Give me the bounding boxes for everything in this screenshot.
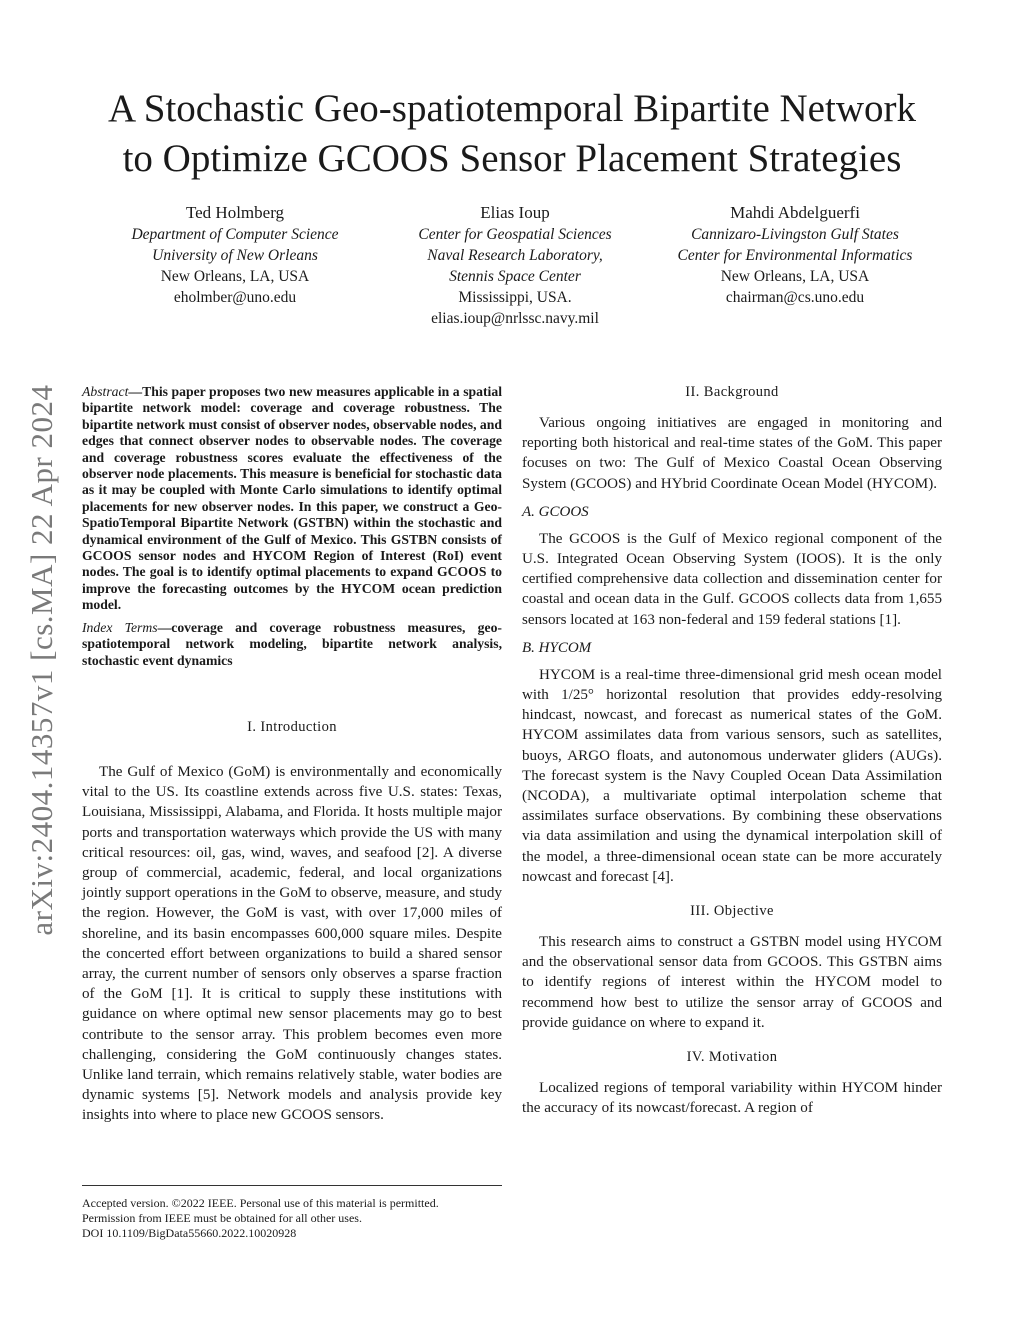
introduction-paragraph: The Gulf of Mexico (GoM) is environmentally and economically vital to the US. Its coastline extends across five U.S. states: Texas, Louisiana, Mississippi, Alabama, and Florida. It hosts multiple major ports and transportation waterways which provide the US with many critical resources: oil, gas, wind, waves, and seafood [2]. A diverse group of commercial, academic, federal, and local organizations jointly support operations in the GoM to observe, measure, and study the region. However, the GoM is vast, with over 17,000 miles of shoreline, and its basin encompasses 600,000 square miles. Despite the concerted effort between organizations to build a shared sensor array, the current number of sensors only observes a sparse fraction of the GoM [1]. It is critical to supply these institutions with guidance on where optimal new sensor placements may go to best contribute to the sensor array. This problem becomes even more challenging, considering the GoM continuously changes states. Unlike land terrain, which remains relatively stable, water bodies are dynamic systems [5]. Network models and analysis provide key insights into where to place new GCOOS sensors. <box>82 763 502 1124</box>
author-2 <box>380 202 650 329</box>
abstract-text: —This paper proposes two new measures applicable in a spatial bipartite network model: coverage and coverage robustness. The bipartite network must consist of observer nodes, observable nodes, and edges that connect observer nodes to observable nodes. The coverage and coverage robustness scores evaluate the effectiveness of the observer node placements. This measure is beneficial for stochastic data as it may be coupled with Monte Carlo simulations to identify optimal placements for new observer nodes. In this paper, we construct a Geo-SpatioTemporal Bipartite Network (GSTBN) within the stochastic and dynamical environment of the Gulf of Mexico. This GSTBN consists of GCOOS sensor nodes and HYCOM Region of Interest (RoI) event nodes. The goal is to identify optimal placements to expand GCOOS to improve the forecasting outcomes by the HYCOM ocean prediction model. <box>82 384 502 613</box>
author-location: New Orleans, LA, USA <box>160 268 310 285</box>
author-1 <box>100 202 370 329</box>
arxiv-stamp-text: arXiv:2404.14357v1 [cs.MA] 22 Apr 2024 <box>24 384 59 936</box>
author-org: University of New Orleans <box>152 247 318 264</box>
footnote-line-1: Accepted version. ©2022 IEEE. Personal use of this material is permitted. <box>82 1196 439 1210</box>
abstract-label: Abstract <box>82 384 129 399</box>
title-line-1: A Stochastic Geo-spatiotemporal Bipartite Network <box>108 87 916 130</box>
index-terms-text: —coverage and coverage robustness measures, geo-spatiotemporal network modeling, bipartite network analysis, stochastic event dynamics <box>82 619 502 668</box>
author-name: Mahdi Abdelguerfi <box>730 203 860 222</box>
hycom-paragraph: HYCOM is a real-time three-dimensional grid mesh ocean model with 1/25° horizontal resolution that provides eddy-resolving hindcast, nowcast, and forecast as numerical states of the GoM. HYCOM assimilates data from various sensors, such as satellites, buoys, ARGO floats, and autonomous underwater gliders (AUGs). The forecast system is the Navy Coupled Ocean Data Assimilation (NCODA), a multivariate optimal interpolation scheme that assimilates surface observations. By combining these observations via data assimilation and using the dynamical interpolation skill of the model, a three-dimensional ocean state can be more accurately nowcast and forecast [4]. <box>522 666 942 885</box>
author-dept: Cannizaro-Livingston Gulf States <box>691 226 899 243</box>
author-org-2: Stennis Space Center <box>449 268 581 285</box>
author-email: chairman@cs.uno.edu <box>725 289 865 306</box>
author-name: Ted Holmberg <box>185 203 285 222</box>
objective-paragraph: This research aims to construct a GSTBN model using HYCOM and the observational sensor data from GCOOS. This GSTBN aims to identify regions of interest within the HYCOM model to recommend how best to utilize the sensor array of GCOOS and provide guidance on where to expand it. <box>522 934 942 1031</box>
index-terms-label: Index Terms <box>82 619 158 635</box>
section-heading-background: II. Background <box>685 384 779 400</box>
author-dept: Center for Geospatial Sciences <box>418 226 612 243</box>
author-org: Naval Research Laboratory, <box>427 247 603 264</box>
paper-title <box>70 84 954 184</box>
title-line-2: to Optimize GCOOS Sensor Placement Strategies <box>122 137 902 180</box>
index-terms <box>82 620 502 669</box>
author-name: Elias Ioup <box>480 203 550 222</box>
author-email: eholmber@uno.edu <box>173 289 297 306</box>
motivation-paragraph: Localized regions of temporal variability within HYCOM hinder the accuracy of its nowcast/forecast. A region of <box>522 1080 942 1117</box>
author-email: elias.ioup@nrlssc.navy.mil <box>431 310 599 327</box>
author-location: Mississippi, USA. <box>458 289 572 306</box>
gcoos-paragraph: The GCOOS is the Gulf of Mexico regional component of the U.S. Integrated Ocean Observing System (IOOS). It is the only certified comprehensive data collection and dissemination center for coastal and ocean data in the Gulf. GCOOS collects data from 1,655 sensors located at 163 non-federal and 159 federal stations [1]. <box>522 530 942 628</box>
author-block <box>100 202 930 329</box>
footnote-divider <box>82 1185 502 1186</box>
section-heading-motivation: IV. Motivation <box>686 1049 778 1066</box>
author-3 <box>660 202 930 329</box>
background-paragraph: Various ongoing initiatives are engaged in monitoring and reporting both historical and real-time states of the GoM. This paper focuses on two: The Gulf of Mexico Coastal Ocean Observing System (GCOOS) and HYbrid Coordinate Ocean Model (HYCOM). <box>522 415 942 492</box>
footnote <box>82 1196 502 1242</box>
footnote-line-2: Permission from IEEE must be obtained for all other uses. <box>82 1211 362 1226</box>
author-dept: Department of Computer Science <box>131 226 339 243</box>
abstract <box>82 384 502 614</box>
arxiv-stamp <box>20 350 64 970</box>
author-org: Center for Environmental Informatics <box>677 247 913 264</box>
subsection-heading-gcoos: A. GCOOS <box>522 503 589 520</box>
footnote-line-3: DOI 10.1109/BigData55660.2022.10020928 <box>82 1226 297 1241</box>
section-heading-introduction: I. Introduction <box>247 718 337 735</box>
subsection-heading-hycom: B. HYCOM <box>522 639 592 656</box>
section-heading-objective: III. Objective <box>690 903 774 920</box>
left-column <box>82 384 502 1136</box>
right-column <box>522 384 942 1128</box>
author-location: New Orleans, LA, USA <box>720 268 870 285</box>
